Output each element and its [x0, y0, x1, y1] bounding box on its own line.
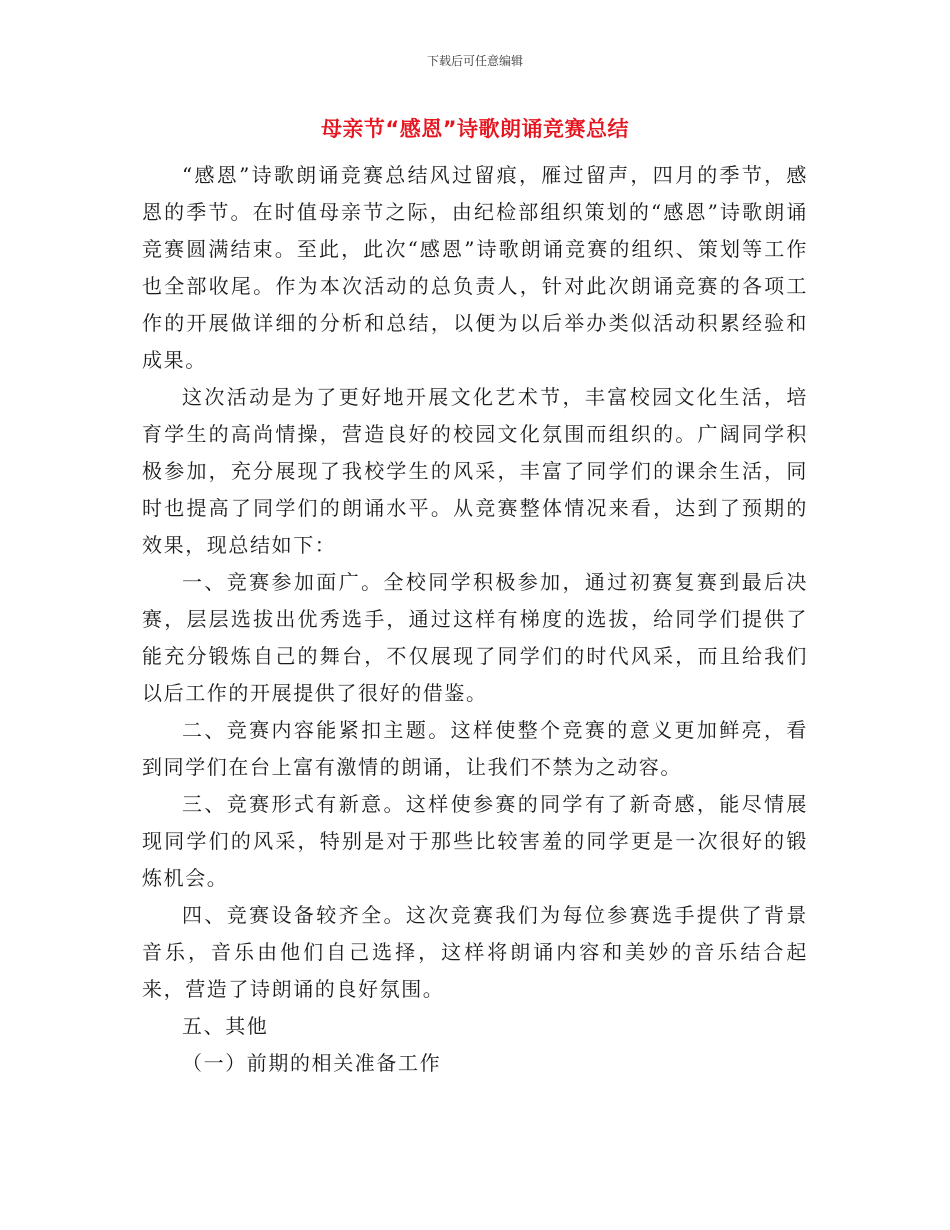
paragraph-point-1: 一、竞赛参加面广。全校同学积极参加，通过初赛复赛到最后决赛，层层选拔出优秀选手，通过这样有梯度的选拔，给同学们提供了能充分锻炼自己的舞台，不仅展现了同学们的时代风采，而且给我们以后工作的开展提供了很好的借鉴。: [142, 570, 808, 705]
paragraph-intro: “感恩”诗歌朗诵竞赛总结风过留痕，雁过留声，四月的季节，感恩的季节。在时值母亲节之际，由纪检部组织策划的“感恩”诗歌朗诵竞赛圆满结束。至此，此次“感恩”诗歌朗诵竞赛的组织、策划等工作也全部收尾。作为本次活动的总负责人，针对此次朗诵竞赛的各项工作的开展做详细的分析和总结，以便为以后举办类似活动积累经验和成果。: [142, 163, 808, 372]
document-title: 母亲节“感恩”诗歌朗诵竞赛总结: [320, 117, 630, 141]
header-note: 下载后可任意编辑: [426, 54, 523, 68]
paragraph-subheading: （一）前期的相关准备工作: [182, 1051, 442, 1075]
paragraph-point-4: 四、竞赛设备较齐全。这次竞赛我们为每位参赛选手提供了背景音乐，音乐由他们自己选择，这样将朗诵内容和美妙的音乐结合起来，营造了诗朗诵的良好氛围。: [142, 903, 808, 1001]
paragraph-point-3: 三、竞赛形式有新意。这样使参赛的同学有了新奇感，能尽情展现同学们的风采，特别是对于那些比较害羞的同学更是一次很好的锻炼机会。: [142, 792, 808, 890]
paragraph-point-5: 五、其他: [182, 1014, 269, 1038]
paragraph-point-2: 二、竞赛内容能紧扣主题。这样使整个竞赛的意义更加鲜亮，看到同学们在台上富有激情的朗诵，让我们不禁为之动容。: [142, 718, 808, 779]
paragraph-purpose: 这次活动是为了更好地开展文化艺术节，丰富校园文化生活，培育学生的高尚情操，营造良好的校园文化氛围而组织的。广阔同学积极参加，充分展现了我校学生的风采，丰富了同学们的课余生活，同时也提高了同学们的朗诵水平。从竞赛整体情况来看，达到了预期的效果，现总结如下：: [142, 385, 808, 557]
document-body: [142, 157, 808, 1082]
